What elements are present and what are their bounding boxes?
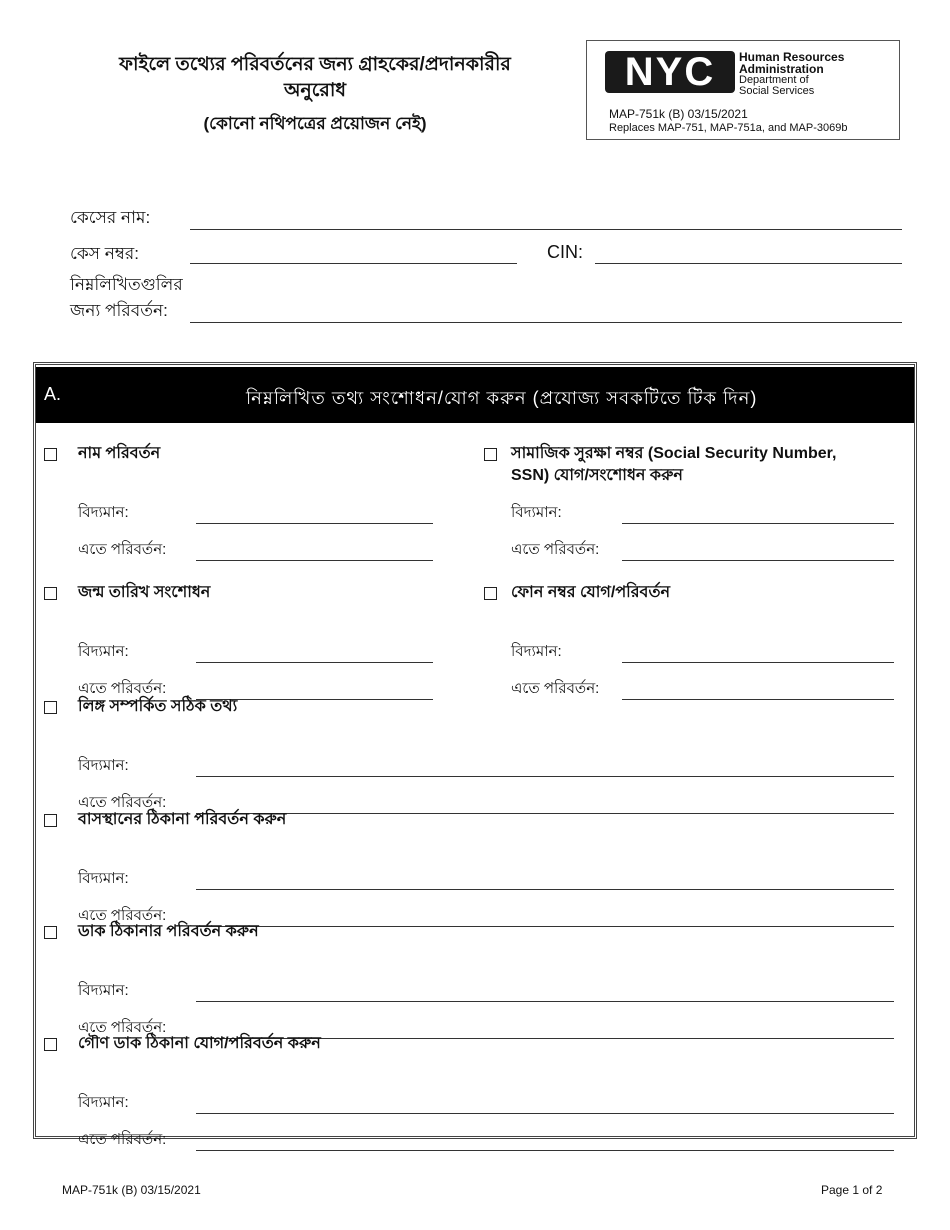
item-title: গৌণ ডাক ঠিকানা যোগ/পরিবর্তন করুন	[78, 1035, 321, 1052]
case-number-field[interactable]	[190, 263, 517, 264]
item-title: বাসস্থানের ঠিকানা পরিবর্তন করুন	[78, 811, 287, 828]
existing-label: বিদ্যমান:	[511, 643, 562, 660]
existing-field[interactable]	[196, 1113, 894, 1114]
change-to-label: এতে পরিবর্তন:	[511, 680, 600, 697]
existing-field[interactable]	[196, 1001, 894, 1002]
item-checkbox[interactable]	[44, 1038, 57, 1051]
change-to-label: এতে পরিবর্তন:	[78, 907, 167, 924]
existing-label: বিদ্যমান:	[78, 982, 129, 999]
existing-label: বিদ্যমান:	[78, 757, 129, 774]
case-name-field[interactable]	[190, 229, 902, 230]
change-to-field[interactable]	[622, 699, 894, 700]
change-to-label: এতে পরিবর্তন:	[78, 541, 167, 558]
item-title: নাম পরিবর্তন	[78, 445, 161, 462]
item-checkbox[interactable]	[44, 926, 57, 939]
change-to-field[interactable]	[622, 560, 894, 561]
item-checkbox[interactable]	[44, 701, 57, 714]
existing-field[interactable]	[622, 523, 894, 524]
existing-field[interactable]	[196, 662, 433, 663]
case-name-label: কেসের নাম:	[70, 208, 151, 227]
replaces-note: Replaces MAP-751, MAP-751a, and MAP-3069b	[609, 122, 848, 134]
agency-logo-box	[586, 40, 900, 140]
dept-line1: Department of	[739, 74, 809, 86]
existing-field[interactable]	[196, 776, 894, 777]
form-title: ফাইলে তথ্যের পরিবর্তনের জন্য গ্রাহকের/প্রদানকারীর	[119, 54, 511, 75]
existing-label: বিদ্যমান:	[78, 1094, 129, 1111]
changes-for-label-2: জন্য পরিবর্তন:	[70, 301, 168, 320]
footer-form-id: MAP-751k (B) 03/15/2021	[62, 1183, 201, 1197]
section-letter: A.	[44, 384, 62, 404]
agency-line2: Administration	[739, 62, 824, 76]
change-to-field[interactable]	[196, 1150, 894, 1151]
existing-label: বিদ্যমান:	[78, 643, 129, 660]
change-to-label: এতে পরিবর্তন:	[78, 1019, 167, 1036]
existing-field[interactable]	[622, 662, 894, 663]
section-heading: নিম্নলিখিত তথ্য সংশোধন/যোগ করুন (প্রযোজ্য সবকটিতে টিক দিন)	[246, 388, 758, 408]
agency-line1: Human Resources	[739, 50, 845, 64]
form-subtitle: (কোনো নথিপত্রের প্রয়োজন নেই)	[203, 114, 427, 133]
agency-name	[739, 51, 844, 97]
item-title: সামাজিক সুরক্ষা নম্বর (Social Security Number,	[511, 445, 837, 462]
changes-for-label: নিম্নলিখিতগুলির	[70, 275, 183, 294]
item-title: লিঙ্গ সম্পর্কিত সঠিক তথ্য	[78, 698, 238, 715]
case-number-label: কেস নম্বর:	[70, 244, 139, 263]
existing-label: বিদ্যমান:	[511, 504, 562, 521]
cin-label: CIN:	[547, 242, 583, 262]
change-to-label: এতে পরিবর্তন:	[511, 541, 600, 558]
item-title: জন্ম তারিখ সংশোধন	[78, 584, 211, 601]
dept-line2: Social Services	[739, 85, 815, 97]
change-to-field[interactable]	[196, 813, 894, 814]
change-to-label: এতে পরিবর্তন:	[78, 794, 167, 811]
cin-field[interactable]	[595, 263, 902, 264]
form-id: MAP-751k (B) 03/15/2021	[609, 107, 748, 121]
changes-for-field[interactable]	[190, 322, 902, 323]
change-to-label: এতে পরিবর্তন:	[78, 1131, 167, 1148]
page-number: Page 1 of 2	[821, 1183, 883, 1197]
existing-label: বিদ্যমান:	[78, 870, 129, 887]
existing-field[interactable]	[196, 523, 433, 524]
form-title-line2: অনুরোধ	[283, 80, 347, 101]
item-checkbox[interactable]	[484, 587, 497, 600]
item-title: ফোন নম্বর যোগ/পরিবর্তন	[511, 584, 671, 601]
item-checkbox[interactable]	[44, 448, 57, 461]
section-a-header	[36, 367, 914, 423]
existing-label: বিদ্যমান:	[78, 504, 129, 521]
item-title-line2: SSN) যোগ/সংশোধন করুন	[511, 467, 683, 484]
item-checkbox[interactable]	[484, 448, 497, 461]
change-to-label: এতে পরিবর্তন:	[78, 680, 167, 697]
item-title: ডাক ঠিকানার পরিবর্তন করুন	[78, 923, 259, 940]
item-checkbox[interactable]	[44, 587, 57, 600]
change-to-field[interactable]	[196, 926, 894, 927]
existing-field[interactable]	[196, 889, 894, 890]
change-to-field[interactable]	[196, 560, 433, 561]
nyc-logo: NYC	[605, 51, 735, 93]
item-checkbox[interactable]	[44, 814, 57, 827]
